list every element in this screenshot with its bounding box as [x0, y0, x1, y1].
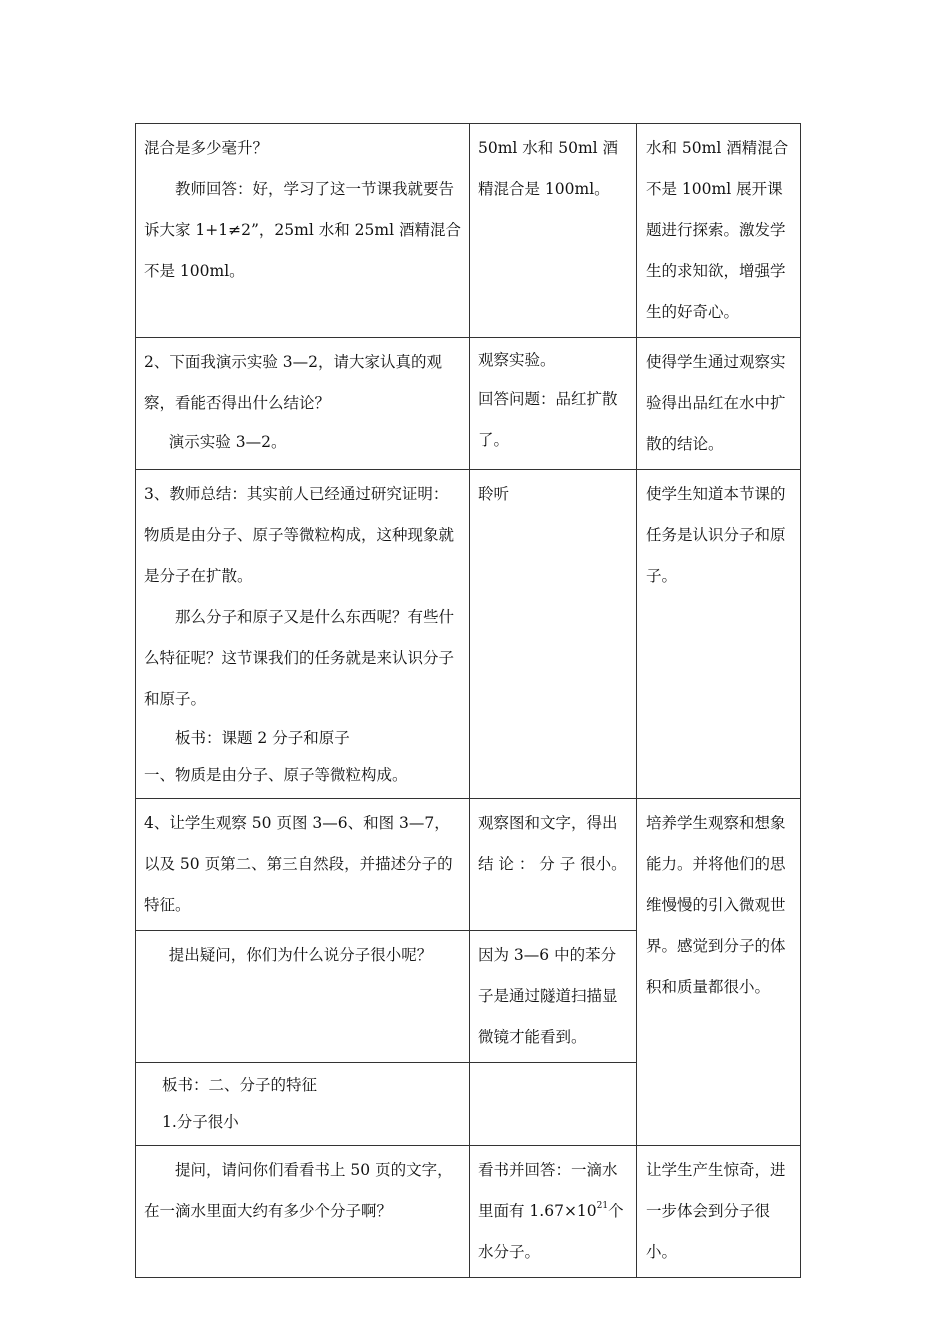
purpose-text: 使得学生通过观察实验得出品红在水中扩散的结论。 [646, 353, 786, 453]
teacher-cell [136, 931, 470, 1063]
teacher-text: 1.分子很小 [162, 1113, 239, 1131]
student-cell [470, 338, 637, 470]
student-cell [470, 124, 637, 338]
exponent: 21 [596, 1201, 609, 1211]
teacher-cell [136, 799, 470, 931]
student-text: 聆听 [478, 485, 510, 503]
purpose-cell [637, 1146, 801, 1278]
student-text: 因为 3—6 中的苯分子是通过隧道扫描显微镜才能看到。 [478, 946, 618, 1046]
teacher-text: 提出疑问，你们为什么说分子很小呢？ [168, 946, 433, 964]
student-cell [470, 1146, 637, 1278]
teacher-text: 教师回答：好，学习了这一节课我就要告诉大家 1+1≠2”，25ml 水和 25ml 酒精混合不是 100ml。 [144, 180, 461, 280]
purpose-cell [637, 470, 801, 799]
purpose-text: 培养学生观察和想象能力。并将他们的思维慢慢的引入微观世界。感觉到分子的体积和质量都很小。 [646, 814, 786, 996]
student-cell [470, 799, 637, 931]
teacher-text: 混合是多少毫升？ [144, 139, 269, 157]
purpose-cell [637, 799, 801, 1146]
student-cell [470, 931, 637, 1063]
student-cell [470, 1063, 637, 1146]
student-text: 回答问题：品红扩散了。 [478, 390, 618, 449]
teacher-text: 那么分子和原子又是什么东西呢？有些什么特征呢？这节课我们的任务就是来认识分子和原子。 [144, 608, 455, 708]
table-row [136, 338, 801, 470]
purpose-text: 使学生知道本节课的任务是认识分子和原子。 [646, 485, 786, 585]
teacher-cell [136, 1063, 470, 1146]
student-text: 观察实验。 [478, 351, 556, 369]
teacher-text: 3、教师总结：其实前人已经通过研究证明：物质是由分子、原子等微粒构成，这种现象就是分子在扩散。 [144, 485, 455, 585]
teacher-text: 4、让学生观察 50 页图 3—6、和图 3—7，以及 50 页第二、第三自然段，并描述分子的特征。 [144, 814, 453, 914]
purpose-text: 让学生产生惊奇，进一步体会到分子很小。 [646, 1161, 786, 1261]
teacher-cell [136, 338, 470, 470]
teacher-text: 2、下面我演示实验 3—2，请大家认真的观察，看能否得出什么结论？ [144, 353, 443, 412]
purpose-cell [637, 338, 801, 470]
student-text: 50ml 水和 50ml 酒精混合是 100ml。 [478, 139, 619, 198]
student-text [478, 1150, 628, 1273]
table-row [136, 470, 801, 799]
table-row [136, 1146, 801, 1278]
teacher-cell [136, 1146, 470, 1278]
teacher-text: 演示实验 3—2。 [168, 433, 287, 451]
table-row [136, 124, 801, 338]
teacher-text: 一、物质是由分子、原子等微粒构成。 [144, 766, 408, 784]
student-text-tail: 个水分子。 [478, 1202, 624, 1261]
student-cell [470, 470, 637, 799]
purpose-text: 水和 50ml 酒精混合不是 100ml 展开课题进行探索。激发学生的求知欲，增强学生的好奇心。 [646, 139, 789, 321]
lesson-plan-table [135, 123, 801, 1278]
teacher-text: 板书：课题 2 分子和原子 [175, 729, 350, 747]
student-text-main: 看书并回答：一滴水里面有 1.67×10 [478, 1161, 618, 1220]
student-text: 观察图和文字，得出 结 论 ： 分 子 很小。 [478, 814, 627, 873]
teacher-text: 板书：二、分子的特征 [162, 1076, 318, 1094]
teacher-cell [136, 470, 470, 799]
table-row [136, 799, 801, 931]
teacher-text: 提问，请问你们看看书上 50 页的文字，在一滴水里面大约有多少个分子啊？ [144, 1161, 453, 1220]
purpose-cell [637, 124, 801, 338]
teacher-cell [136, 124, 470, 338]
